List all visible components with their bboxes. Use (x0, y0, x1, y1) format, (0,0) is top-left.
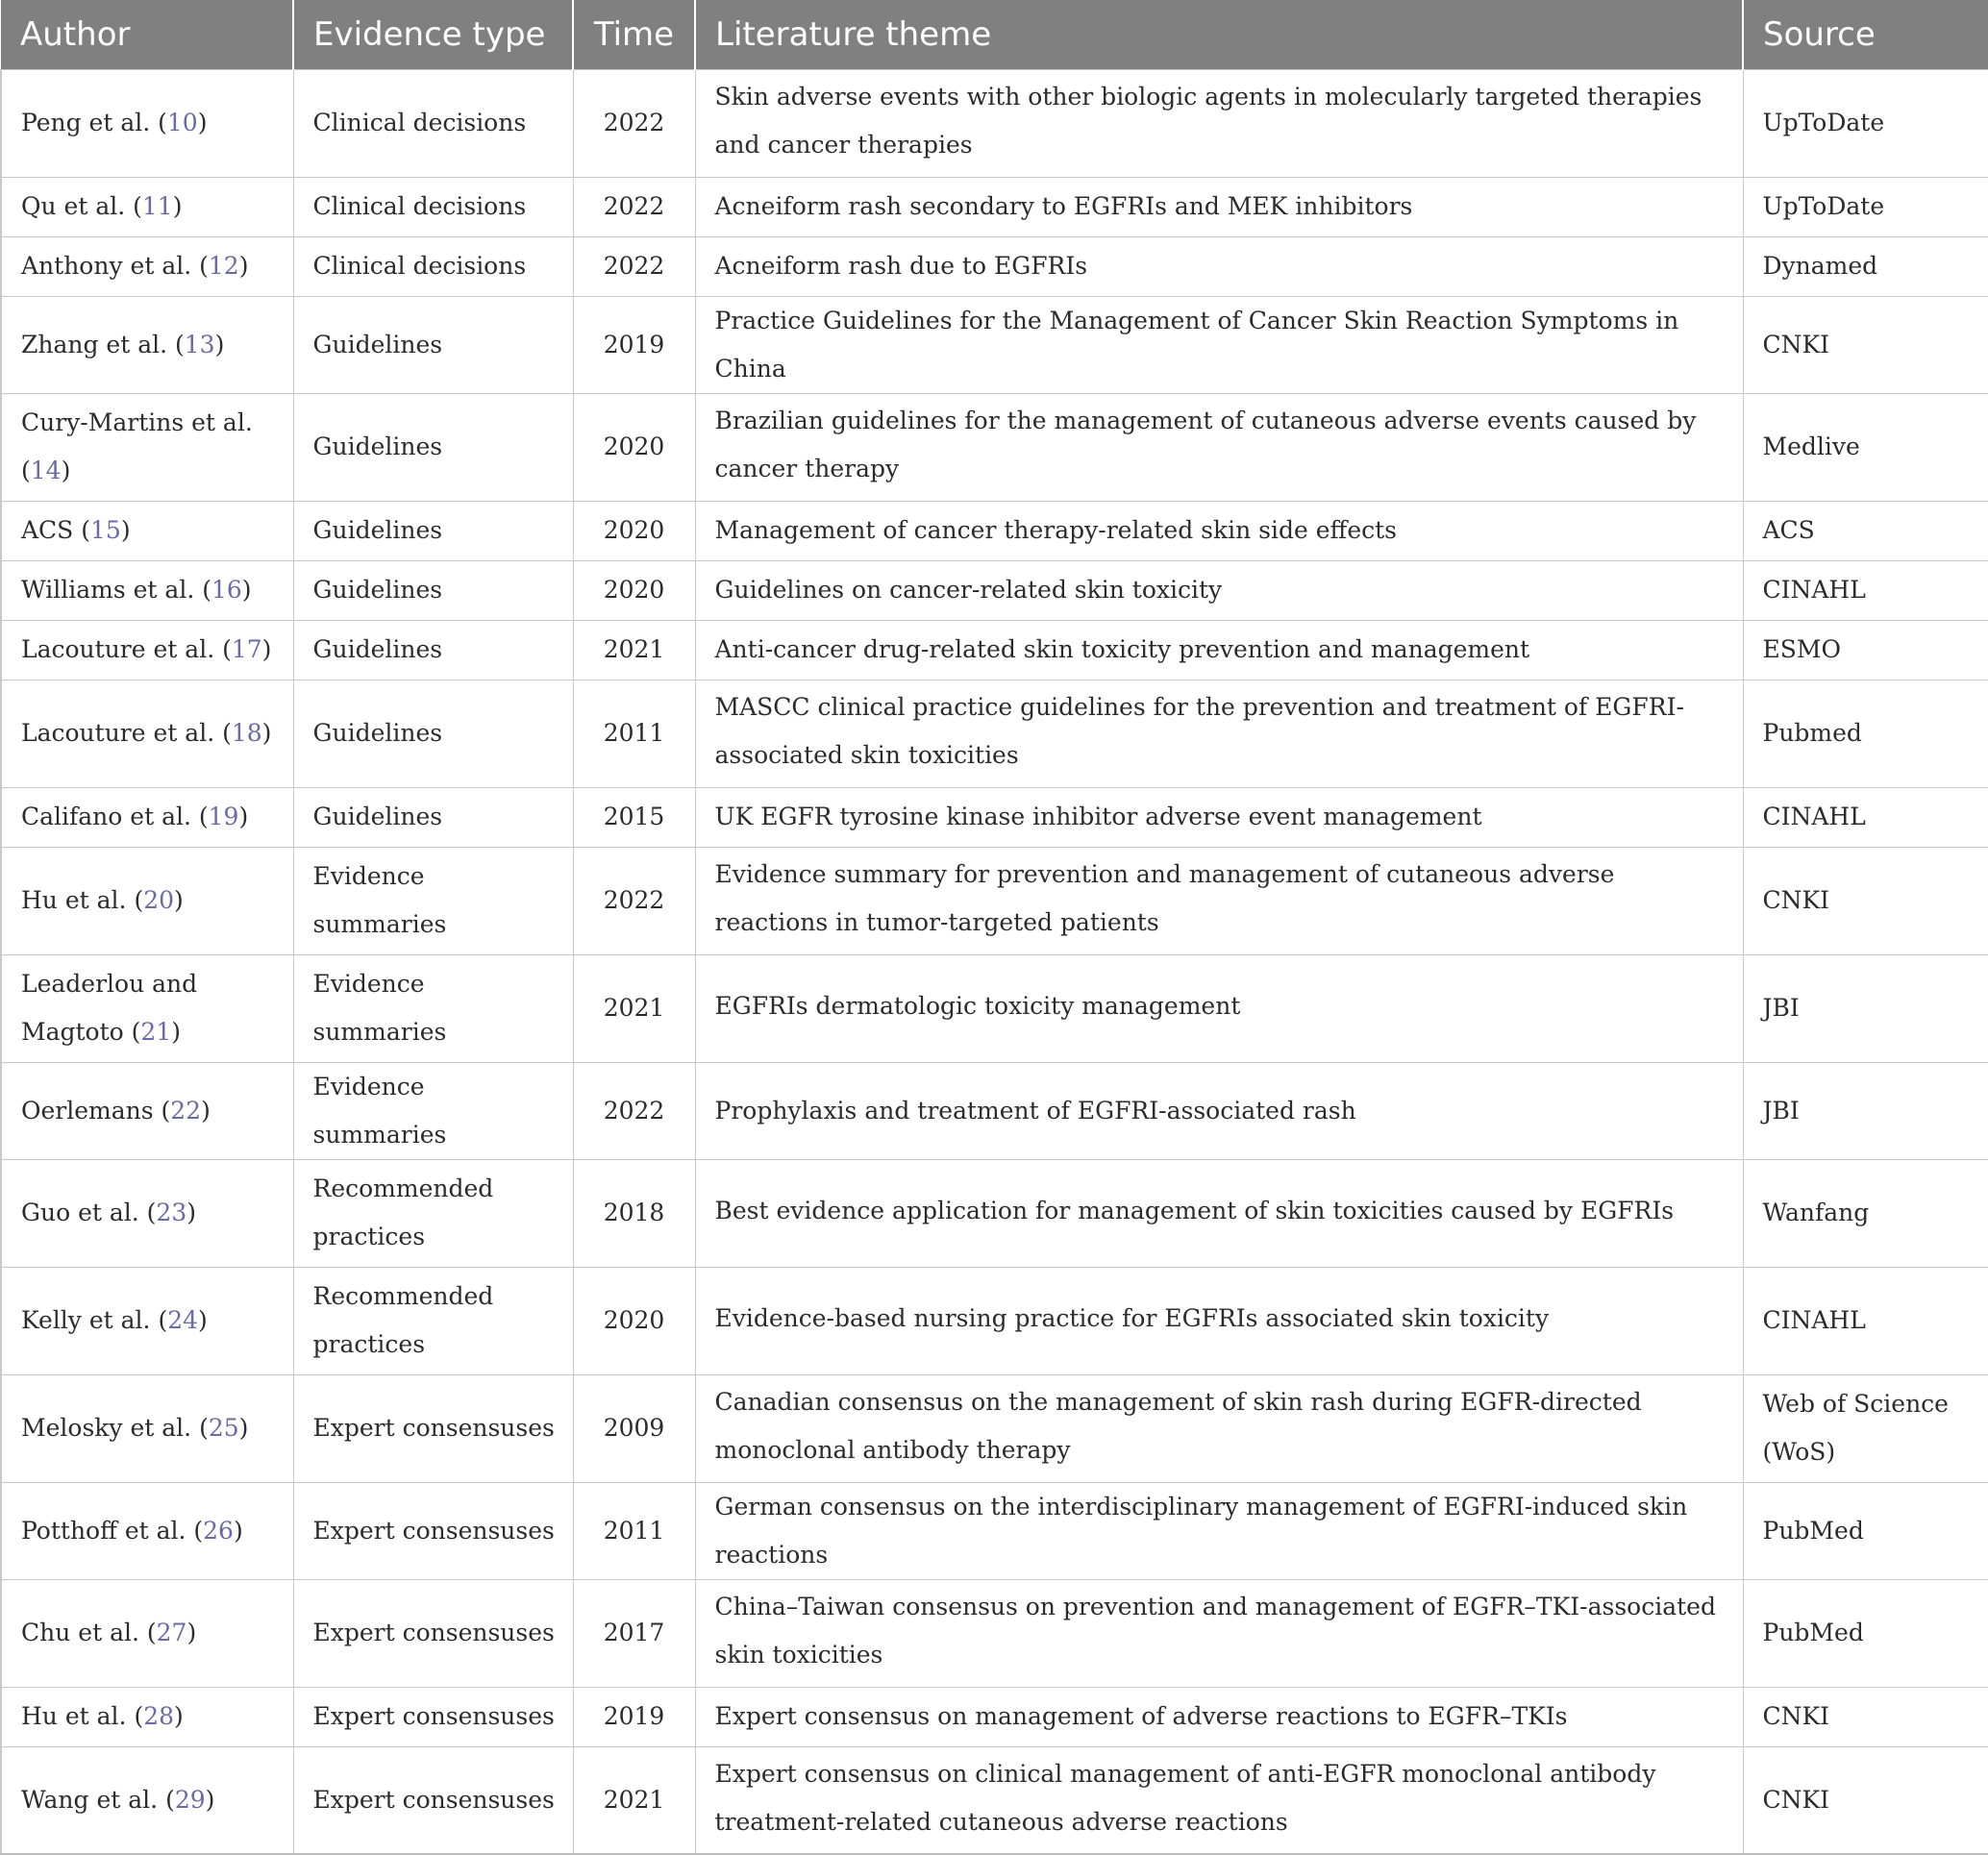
source-cell: UpToDate (1743, 69, 1988, 177)
author-name: Lacouture et al. (21, 635, 215, 663)
evidence-type-cell: Recommended practices (293, 1159, 573, 1267)
time-cell: 2021 (573, 620, 695, 680)
theme-cell: Practice Guidelines for the Management of Cancer Skin Reaction Symptoms in China (695, 296, 1743, 393)
table-row (1, 296, 1988, 393)
author-name: Wang et al. (21, 1785, 159, 1814)
reference-link[interactable]: 29 (174, 1785, 206, 1814)
author-name: Oerlemans (21, 1096, 154, 1125)
reference-link[interactable]: 18 (231, 719, 262, 747)
evidence-type-cell: Guidelines (293, 620, 573, 680)
author-cell: Potthoff et al. (26) (1, 1482, 293, 1579)
theme-cell: Management of cancer therapy-related skin side effects (695, 501, 1743, 560)
reference-link[interactable]: 17 (231, 635, 262, 663)
evidence-type-cell: Expert consensuses (293, 1482, 573, 1579)
header-author: Author (1, 0, 293, 69)
theme-cell: MASCC clinical practice guidelines for the prevention and treatment of EGFRI-associated skin toxicities (695, 680, 1743, 787)
time-cell: 2019 (573, 1687, 695, 1746)
time-cell: 2021 (573, 954, 695, 1062)
time-cell: 2011 (573, 680, 695, 787)
theme-cell: Acneiform rash due to EGFRIs (695, 236, 1743, 296)
evidence-type-cell: Guidelines (293, 560, 573, 620)
table-header (1, 0, 1988, 69)
evidence-type-cell: Expert consensuses (293, 1746, 573, 1854)
theme-cell: Evidence-based nursing practice for EGFRIs associated skin toxicity (695, 1267, 1743, 1374)
table-row (1, 847, 1988, 954)
time-cell: 2022 (573, 1062, 695, 1159)
time-cell: 2020 (573, 1267, 695, 1374)
evidence-type-cell: Expert consensuses (293, 1374, 573, 1482)
time-cell: 2015 (573, 787, 695, 847)
table-row (1, 69, 1988, 177)
source-cell: JBI (1743, 1062, 1988, 1159)
evidence-type-cell: Clinical decisions (293, 69, 573, 177)
reference-link[interactable]: 22 (170, 1096, 202, 1125)
table-row (1, 560, 1988, 620)
author-name: Kelly et al. (21, 1306, 151, 1334)
source-cell: PubMed (1743, 1579, 1988, 1687)
time-cell: 2022 (573, 847, 695, 954)
table-row (1, 1746, 1988, 1854)
time-cell: 2017 (573, 1579, 695, 1687)
time-cell: 2022 (573, 69, 695, 177)
source-cell: CNKI (1743, 1746, 1988, 1854)
reference-link[interactable]: 12 (208, 252, 239, 280)
author-cell: Zhang et al. (13) (1, 296, 293, 393)
reference-link[interactable]: 25 (208, 1414, 239, 1442)
reference-link[interactable]: 21 (140, 1018, 172, 1046)
evidence-type-cell: Evidence summaries (293, 954, 573, 1062)
reference-link[interactable]: 28 (143, 1702, 175, 1730)
reference-link[interactable]: 19 (208, 803, 239, 830)
evidence-type-cell: Evidence summaries (293, 847, 573, 954)
evidence-type-cell: Evidence summaries (293, 1062, 573, 1159)
author-cell: Hu et al. (28) (1, 1687, 293, 1746)
source-cell: CINAHL (1743, 1267, 1988, 1374)
reference-link[interactable]: 26 (203, 1516, 234, 1545)
author-name: Cury-Martins et al. (21, 408, 253, 436)
author-cell: Oerlemans (22) (1, 1062, 293, 1159)
source-cell: UpToDate (1743, 177, 1988, 236)
header-evidence-type: Evidence type (293, 0, 573, 69)
table-row (1, 787, 1988, 847)
author-name: Lacouture et al. (21, 719, 215, 747)
source-cell: ESMO (1743, 620, 1988, 680)
source-cell: Pubmed (1743, 680, 1988, 787)
theme-cell: Guidelines on cancer-related skin toxicity (695, 560, 1743, 620)
author-cell: Qu et al. (11) (1, 177, 293, 236)
table-row (1, 620, 1988, 680)
theme-cell: Expert consensus on clinical management of anti-EGFR monoclonal antibody treatment-related cutaneous adverse reactions (695, 1746, 1743, 1854)
table-row (1, 1687, 1988, 1746)
evidence-type-cell: Recommended practices (293, 1267, 573, 1374)
author-cell: Califano et al. (19) (1, 787, 293, 847)
author-name: Anthony et al. (21, 252, 192, 280)
header-literature-theme: Literature theme (695, 0, 1743, 69)
reference-link[interactable]: 16 (211, 576, 242, 604)
author-cell: Guo et al. (23) (1, 1159, 293, 1267)
reference-link[interactable]: 23 (156, 1199, 187, 1226)
table-row (1, 1579, 1988, 1687)
author-name: Guo et al. (21, 1199, 139, 1226)
author-name: Hu et al. (21, 1702, 127, 1730)
time-cell: 2019 (573, 296, 695, 393)
author-name: Zhang et al. (21, 330, 168, 359)
theme-cell: Skin adverse events with other biologic agents in molecularly targeted therapies and cancer therapies (695, 69, 1743, 177)
author-cell: Anthony et al. (12) (1, 236, 293, 296)
time-cell: 2020 (573, 560, 695, 620)
evidence-type-cell: Expert consensuses (293, 1579, 573, 1687)
source-cell: Dynamed (1743, 236, 1988, 296)
reference-link[interactable]: 15 (90, 516, 121, 544)
header-time: Time (573, 0, 695, 69)
table-row (1, 1062, 1988, 1159)
table-row (1, 954, 1988, 1062)
time-cell: 2022 (573, 236, 695, 296)
theme-cell: UK EGFR tyrosine kinase inhibitor adverse event management (695, 787, 1743, 847)
time-cell: 2009 (573, 1374, 695, 1482)
table-row (1, 236, 1988, 296)
theme-cell: Evidence summary for prevention and management of cutaneous adverse reactions in tumor-targeted patients (695, 847, 1743, 954)
source-cell: PubMed (1743, 1482, 1988, 1579)
author-cell: Lacouture et al. (17) (1, 620, 293, 680)
author-name: Leaderlou and Magtoto (21, 970, 198, 1046)
evidence-type-cell: Clinical decisions (293, 177, 573, 236)
source-cell: Web of Science (WoS) (1743, 1374, 1988, 1482)
evidence-type-cell: Guidelines (293, 787, 573, 847)
source-cell: CINAHL (1743, 787, 1988, 847)
time-cell: 2022 (573, 177, 695, 236)
author-cell: Lacouture et al. (18) (1, 680, 293, 787)
source-cell: CINAHL (1743, 560, 1988, 620)
author-cell: Kelly et al. (24) (1, 1267, 293, 1374)
source-cell: CNKI (1743, 847, 1988, 954)
table-row (1, 1482, 1988, 1579)
author-name: ACS (21, 516, 74, 544)
table-row (1, 1267, 1988, 1374)
source-cell: ACS (1743, 501, 1988, 560)
theme-cell: Expert consensus on management of adverse reactions to EGFR–TKIs (695, 1687, 1743, 1746)
reference-link[interactable]: 20 (143, 886, 175, 914)
reference-link[interactable]: 27 (156, 1619, 187, 1646)
source-cell: Medlive (1743, 393, 1988, 501)
author-name: Hu et al. (21, 886, 127, 914)
author-name: Williams et al. (21, 576, 195, 604)
reference-link[interactable]: 13 (184, 330, 215, 359)
table-row (1, 680, 1988, 787)
evidence-type-cell: Guidelines (293, 296, 573, 393)
time-cell: 2011 (573, 1482, 695, 1579)
theme-cell: Best evidence application for management of skin toxicities caused by EGFRIs (695, 1159, 1743, 1267)
evidence-type-cell: Guidelines (293, 501, 573, 560)
source-cell: CNKI (1743, 296, 1988, 393)
header-source: Source (1743, 0, 1988, 69)
author-cell: Williams et al. (16) (1, 560, 293, 620)
source-cell: CNKI (1743, 1687, 1988, 1746)
reference-link[interactable]: 11 (141, 192, 173, 220)
time-cell: 2018 (573, 1159, 695, 1267)
header-row (1, 0, 1988, 69)
author-cell: Cury-Martins et al. (14) (1, 393, 293, 501)
theme-cell: Canadian consensus on the management of skin rash during EGFR-directed monoclonal antibody therapy (695, 1374, 1743, 1482)
evidence-type-cell: Guidelines (293, 393, 573, 501)
source-cell: Wanfang (1743, 1159, 1988, 1267)
author-cell: Hu et al. (20) (1, 847, 293, 954)
time-cell: 2020 (573, 501, 695, 560)
author-name: Califano et al. (21, 803, 191, 830)
author-name: Chu et al. (21, 1619, 139, 1646)
author-cell: Leaderlou and Magtoto (21) (1, 954, 293, 1062)
author-cell: Peng et al. (10) (1, 69, 293, 177)
table-row (1, 1159, 1988, 1267)
evidence-type-cell: Guidelines (293, 680, 573, 787)
author-name: Melosky et al. (21, 1414, 192, 1442)
evidence-type-cell: Clinical decisions (293, 236, 573, 296)
table-row (1, 177, 1988, 236)
source-cell: JBI (1743, 954, 1988, 1062)
author-cell: ACS (15) (1, 501, 293, 560)
theme-cell: China–Taiwan consensus on prevention and management of EGFR–TKI-associated skin toxicities (695, 1579, 1743, 1687)
theme-cell: Anti-cancer drug-related skin toxicity prevention and management (695, 620, 1743, 680)
reference-link[interactable]: 24 (167, 1306, 199, 1334)
table-row (1, 501, 1988, 560)
author-name: Peng et al. (21, 109, 151, 136)
theme-cell: Prophylaxis and treatment of EGFRI-associated rash (695, 1062, 1743, 1159)
theme-cell: EGFRIs dermatologic toxicity management (695, 954, 1743, 1062)
reference-link[interactable]: 10 (166, 109, 198, 136)
time-cell: 2021 (573, 1746, 695, 1854)
theme-cell: Brazilian guidelines for the management of cutaneous adverse events caused by cancer therapy (695, 393, 1743, 501)
author-cell: Wang et al. (29) (1, 1746, 293, 1854)
evidence-type-cell: Expert consensuses (293, 1687, 573, 1746)
author-cell: Chu et al. (27) (1, 1579, 293, 1687)
theme-cell: Acneiform rash secondary to EGFRIs and MEK inhibitors (695, 177, 1743, 236)
author-name: Qu et al. (21, 192, 126, 220)
author-name: Potthoff et al. (21, 1516, 186, 1545)
time-cell: 2020 (573, 393, 695, 501)
theme-cell: German consensus on the interdisciplinary management of EGFRI-induced skin reactions (695, 1482, 1743, 1579)
author-cell: Melosky et al. (25) (1, 1374, 293, 1482)
table-body (1, 69, 1988, 1854)
table-row (1, 393, 1988, 501)
table-row (1, 1374, 1988, 1482)
reference-link[interactable]: 14 (30, 457, 62, 484)
